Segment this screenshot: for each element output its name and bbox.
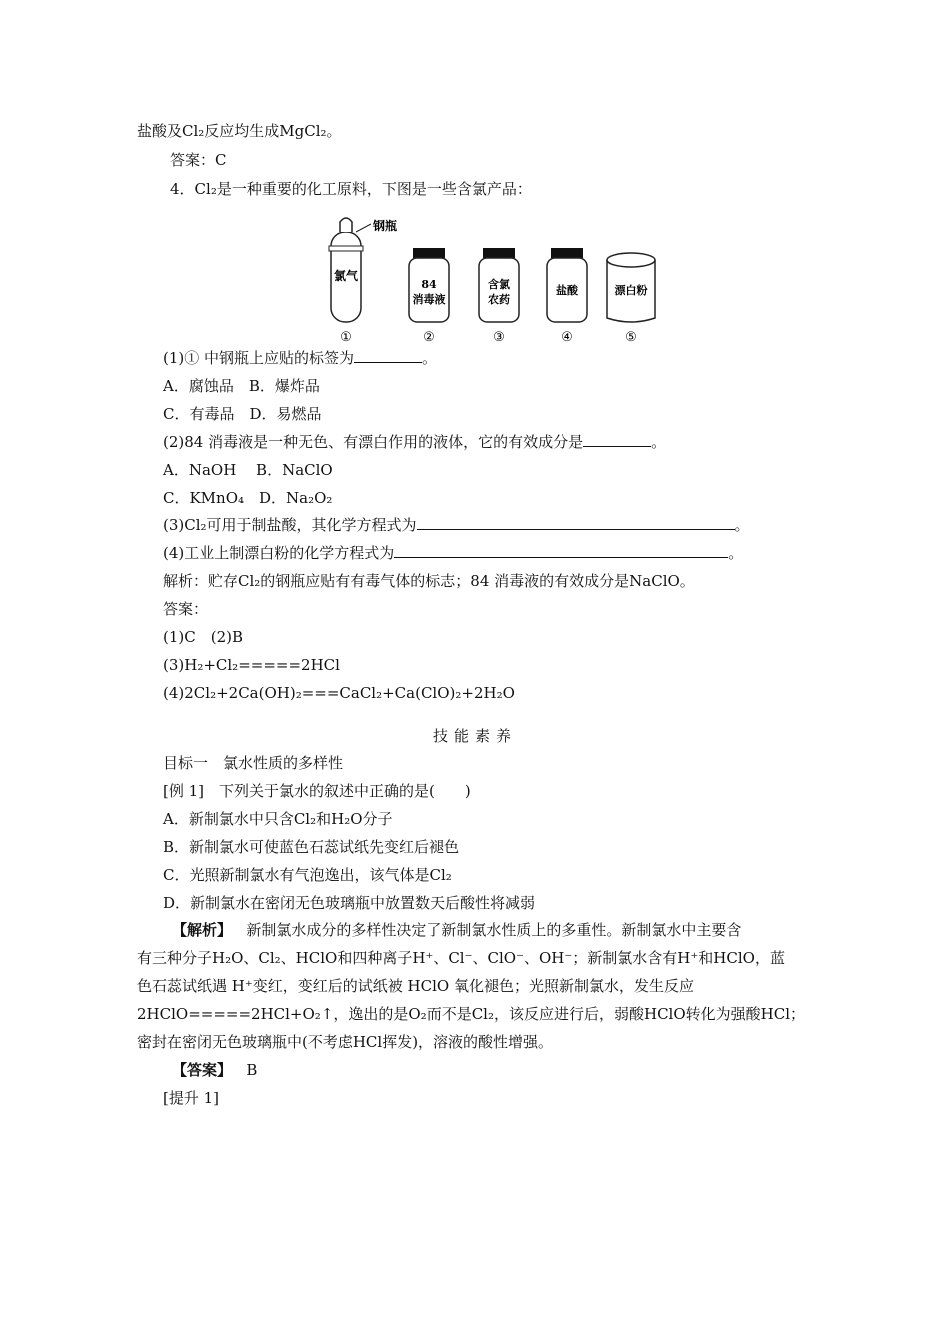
answer-line: 答案：C: [170, 151, 227, 169]
question-1-text: (1)① 中钢瓶上应贴的标签为: [163, 349, 355, 367]
option-d: D．新制氯水在密闭无色玻璃瓶中放置数天后酸性将减弱: [163, 894, 536, 912]
jiexi-text: 新制氯水成分的多样性决定了新制氯水性质上的多重性。新制氯水中主要含: [246, 921, 742, 939]
figure-num-4: ④: [561, 330, 573, 345]
bottle2-label-2: 消毒液: [412, 293, 446, 306]
question-4: [163, 543, 743, 563]
bottle4-label: 盐酸: [556, 284, 578, 297]
section-title: 技能素养: [432, 727, 517, 745]
figure-num-2: ②: [423, 330, 435, 345]
cylinder-tag: 钢瓶: [373, 219, 398, 233]
bottle2-label-1: 84: [421, 278, 437, 291]
jiexi-line-3: 色石蕊试纸遇 H⁺变红，变红后的试纸被 HClO 氧化褪色；光照新制氯水，发生反应: [137, 977, 694, 995]
answer-blank: [417, 515, 735, 530]
bottle3-label-2: 农药: [488, 293, 510, 306]
example-stem: [例 1] 下列关于氯水的叙述中正确的是( ): [163, 782, 471, 800]
answer-blank: [583, 432, 651, 447]
chlorine-products-figure: [325, 210, 665, 345]
question-4-end: 。: [728, 544, 744, 562]
answer-block: [172, 1060, 257, 1080]
daan-value: B: [246, 1061, 258, 1079]
jiexi-line-5: 密封在密闭无色玻璃瓶中(不考虑HCl挥发)，溶液的酸性增强。: [137, 1033, 554, 1051]
jiexi-label: 【解析】: [172, 921, 233, 939]
equation-line: (3)H₂+Cl₂=====2HCl: [163, 656, 340, 674]
tisheng-label: [提升 1]: [163, 1089, 220, 1107]
jiexi-line-1: [172, 920, 741, 940]
goal-heading: 目标一 氯水性质的多样性: [163, 754, 344, 772]
text-line: 盐酸及Cl₂反应均生成MgCl₂。: [137, 122, 342, 140]
jiexi-line-2: 有三种分子H₂O、Cl₂、HClO和四种离子H⁺、Cl⁻、ClO⁻、OH⁻；新制氯水含有H⁺和HClO，蓝: [137, 949, 785, 967]
question-2-text: (2)84 消毒液是一种无色、有漂白作用的液体，它的有效成分是: [163, 433, 584, 451]
question-3-text: (3)Cl₂可用于制盐酸，其化学方程式为: [163, 516, 417, 534]
option-c: C．光照新制氯水有气泡逸出，该气体是Cl₂: [163, 866, 452, 884]
question-4-stem: 4．Cl₂是一种重要的化工原料，下图是一些含氯产品：: [170, 180, 532, 198]
option-line: A．NaOH B．NaClO: [163, 461, 333, 479]
analysis-line: 解析：贮存Cl₂的钢瓶应贴有有毒气体的标志；84 消毒液的有效成分是NaClO。: [163, 572, 695, 590]
equation-line: (4)2Cl₂+2Ca(OH)₂===CaCl₂+Ca(ClO)₂+2H₂O: [163, 684, 515, 702]
bottle3-label-1: 含氯: [488, 278, 510, 291]
question-2: [163, 432, 666, 452]
tin5-label: 漂白粉: [614, 284, 648, 297]
answer-blank: [354, 348, 422, 363]
answer-line: (1)C (2)B: [163, 628, 243, 646]
question-4-text: (4)工业上制漂白粉的化学方程式为: [163, 544, 395, 562]
question-1-end: 。: [422, 349, 438, 367]
question-1: [163, 348, 437, 368]
question-2-end: 。: [651, 433, 667, 451]
products-illustration: [325, 210, 665, 345]
answer-label: 答案：: [163, 600, 209, 618]
question-3-end: 。: [734, 516, 750, 534]
daan-label: 【答案】: [172, 1061, 233, 1079]
answer-blank: [394, 543, 728, 558]
figure-num-5: ⑤: [625, 330, 637, 345]
figure-num-3: ③: [493, 330, 505, 345]
figure-num-1: ①: [340, 330, 352, 345]
option-line: C．有毒品 D．易燃品: [163, 405, 322, 423]
option-b: B．新制氯水可使蓝色石蕊试纸先变红后褪色: [163, 838, 460, 856]
option-line: A．腐蚀品 B．爆炸品: [163, 377, 320, 395]
option-a: A．新制氯水中只含Cl₂和H₂O分子: [163, 810, 393, 828]
option-line: C．KMnO₄ D．Na₂O₂: [163, 489, 333, 507]
jiexi-line-4: 2HClO=====2HCl+O₂↑，逸出的是O₂而不是Cl₂，该反应进行后，弱酸HClO转化为强酸HCl；: [137, 1005, 805, 1023]
question-3: [163, 515, 750, 535]
cylinder-label: 氯气: [333, 269, 359, 283]
